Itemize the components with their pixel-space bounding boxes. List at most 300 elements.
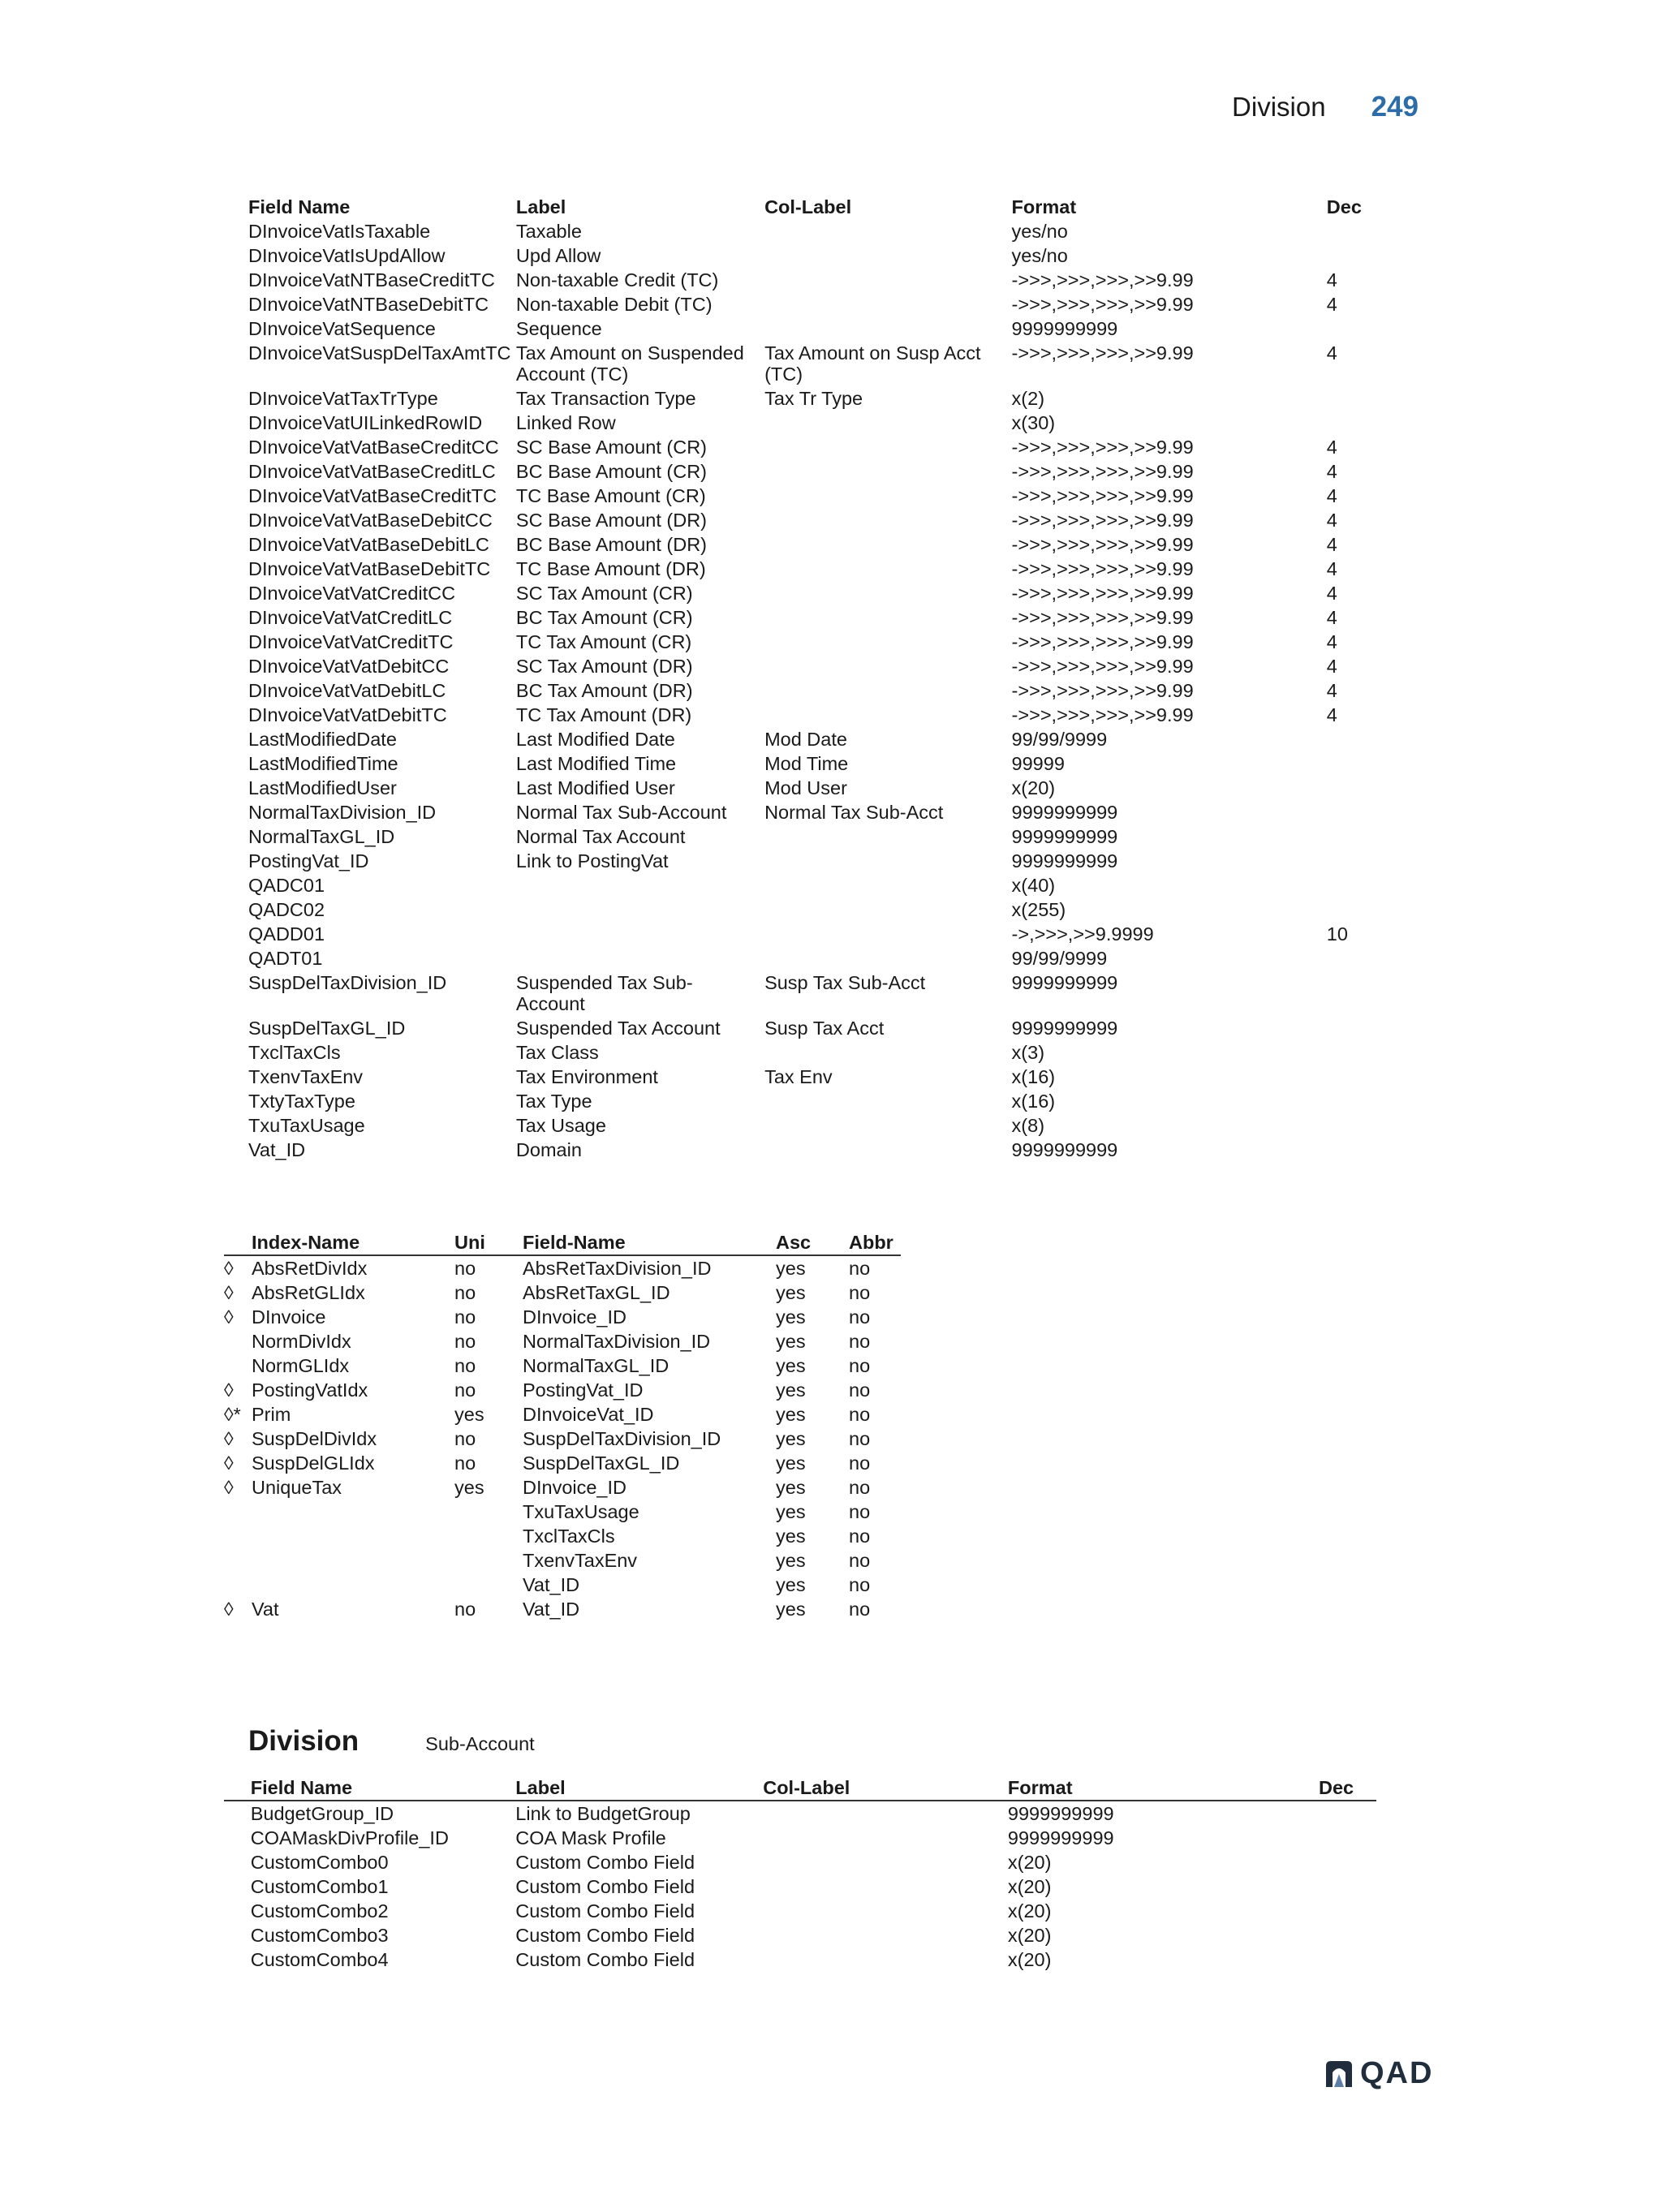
field-name-cell: TxenvTaxEnv <box>523 1550 638 1571</box>
field-name-cell: TxuTaxUsage <box>248 1115 365 1136</box>
abbr-cell: no <box>849 1428 871 1449</box>
field-name-cell: DInvoiceVatVatBaseCreditLC <box>248 461 496 482</box>
index-name-cell: NormGLIdx <box>252 1355 350 1376</box>
table-row <box>224 1874 1376 1899</box>
field-name-cell: LastModifiedTime <box>248 753 398 774</box>
dec-cell <box>1327 970 1384 1016</box>
dec-cell <box>1327 751 1384 776</box>
unique-cell <box>454 1524 523 1548</box>
unique-cell: no <box>454 1355 476 1376</box>
unique-cell: no <box>454 1306 476 1328</box>
table-row <box>248 219 1384 243</box>
page-number: 249 <box>1371 91 1419 123</box>
format-cell: 9999999999 <box>1011 826 1118 847</box>
col-label-cell <box>763 1801 1008 1826</box>
table-row <box>224 1801 1376 1826</box>
table-row <box>248 654 1384 678</box>
field-name-cell: SuspDelTaxDivision_ID <box>523 1428 721 1449</box>
dec-cell <box>1327 1040 1384 1065</box>
label-cell: BC Tax Amount (DR) <box>515 680 693 701</box>
asc-cell: yes <box>776 1574 806 1595</box>
index-marker <box>224 1573 252 1597</box>
label-cell: Link to PostingVat <box>515 850 669 871</box>
table-row <box>248 435 1384 459</box>
abbr-cell: no <box>849 1258 871 1279</box>
unique-cell: no <box>454 1331 476 1352</box>
dec-cell: 4 <box>1326 583 1337 604</box>
index-marker: ◊ <box>224 1258 234 1279</box>
format-cell: x(20) <box>1007 1876 1052 1897</box>
format-cell: x(40) <box>1011 875 1056 896</box>
field-name-cell: DInvoiceVatNTBaseDebitTC <box>248 294 489 315</box>
format-cell: ->>>,>>>,>>>,>>9.99 <box>1011 583 1194 604</box>
index-table <box>224 1230 901 1621</box>
field-name-cell: QADD01 <box>248 923 325 945</box>
table-row <box>248 849 1384 873</box>
dec-cell: 10 <box>1326 923 1348 945</box>
format-cell: yes/no <box>1011 245 1068 266</box>
index-marker <box>224 1353 252 1378</box>
field-name-cell: NormalTaxDivision_ID <box>523 1331 711 1352</box>
col-label-cell <box>764 435 1011 459</box>
col-label-cell <box>764 1138 1011 1162</box>
col-label-cell <box>764 508 1011 532</box>
abbr-cell: no <box>849 1550 871 1571</box>
asc-cell: yes <box>776 1526 806 1547</box>
table-row <box>248 459 1384 484</box>
field-name-cell: DInvoiceVat_ID <box>523 1404 654 1425</box>
dec-cell: 4 <box>1326 680 1337 701</box>
field-name-cell: DInvoiceVatIsUpdAllow <box>248 245 446 266</box>
dec-cell <box>1327 1016 1384 1040</box>
table-row <box>248 703 1384 727</box>
col-label-cell <box>764 581 1011 605</box>
format-cell: 9999999999 <box>1011 802 1118 823</box>
index-marker <box>224 1329 252 1353</box>
unique-cell <box>454 1548 523 1573</box>
table-row <box>248 800 1384 824</box>
col-label-cell <box>763 1899 1008 1923</box>
table-row <box>224 1475 901 1500</box>
field-name-cell: SuspDelTaxGL_ID <box>248 1018 406 1039</box>
format-cell: ->>>,>>>,>>>,>>9.99 <box>1011 461 1194 482</box>
index-name-cell <box>252 1524 454 1548</box>
field-name-cell: DInvoice_ID <box>523 1477 626 1498</box>
label-cell: Custom Combo Field <box>515 1900 695 1922</box>
col-label-cell <box>763 1923 1008 1947</box>
field-name-cell: DInvoiceVatIsTaxable <box>248 221 431 242</box>
table-row <box>248 557 1384 581</box>
field-table-header-row <box>248 195 1384 219</box>
abbr-cell: no <box>849 1404 871 1425</box>
index-name-cell <box>252 1573 454 1597</box>
label-cell: Last Modified User <box>515 777 675 798</box>
column-header: Format <box>1007 1777 1073 1798</box>
index-marker <box>224 1548 252 1573</box>
field-name-cell: DInvoice_ID <box>523 1306 626 1328</box>
label-cell: Domain <box>515 1139 582 1160</box>
spacer-cell <box>224 1923 251 1947</box>
label-cell: Upd Allow <box>515 245 601 266</box>
dec-cell <box>1327 1113 1384 1138</box>
asc-cell: yes <box>776 1452 806 1474</box>
col-label-cell: Susp Tax Sub-Acct <box>764 972 926 993</box>
col-label-cell <box>764 484 1011 508</box>
field-name-cell: DInvoiceVatVatDebitCC <box>248 656 450 677</box>
table-row <box>224 1427 901 1451</box>
spacer-cell <box>224 1826 251 1850</box>
field-name-cell: LastModifiedDate <box>248 729 397 750</box>
col-label-cell: Tax Amount on Susp Acct (TC) <box>764 342 981 385</box>
dec-cell: 4 <box>1326 704 1337 725</box>
dec-cell <box>1327 1089 1384 1113</box>
label-cell <box>516 922 764 946</box>
abbr-cell: no <box>849 1379 871 1401</box>
dec-cell <box>1327 873 1384 897</box>
col-label-cell <box>764 922 1011 946</box>
column-header: Uni <box>454 1232 485 1253</box>
unique-cell <box>454 1500 523 1524</box>
format-cell: 9999999999 <box>1011 1139 1118 1160</box>
col-label-cell <box>764 605 1011 630</box>
field-name-cell: TxuTaxUsage <box>523 1501 639 1522</box>
abbr-cell: no <box>849 1574 871 1595</box>
label-cell: TC Tax Amount (DR) <box>515 704 692 725</box>
column-header: Label <box>515 196 566 217</box>
format-cell: 9999999999 <box>1011 318 1118 339</box>
dec-cell: 4 <box>1326 269 1337 290</box>
table-row <box>224 1524 901 1548</box>
column-header: Abbr <box>849 1232 893 1253</box>
table-row <box>224 1548 901 1573</box>
label-cell <box>516 873 764 897</box>
field-name-cell: NormalTaxGL_ID <box>248 826 395 847</box>
table-row <box>248 268 1384 292</box>
format-cell: ->>>,>>>,>>>,>>9.99 <box>1011 342 1194 364</box>
field-name-cell: AbsRetTaxGL_ID <box>523 1282 670 1303</box>
column-header: Field Name <box>248 196 351 217</box>
label-cell: Custom Combo Field <box>515 1949 695 1970</box>
table-row <box>224 1353 901 1378</box>
unique-cell: no <box>454 1428 476 1449</box>
label-cell: COA Mask Profile <box>515 1827 666 1848</box>
table-row <box>224 1378 901 1402</box>
format-cell: ->>>,>>>,>>>,>>9.99 <box>1011 631 1194 652</box>
table-row <box>224 1255 901 1280</box>
label-cell: BC Base Amount (CR) <box>515 461 707 482</box>
label-cell: BC Tax Amount (CR) <box>515 607 693 628</box>
index-marker: ◊ <box>224 1306 234 1328</box>
field-name-cell: SuspDelTaxDivision_ID <box>248 972 447 993</box>
asc-cell: yes <box>776 1477 806 1498</box>
field-name-cell: CustomCombo4 <box>250 1949 389 1970</box>
label-cell: Suspended Tax Sub-Account <box>515 972 693 1014</box>
col-label-cell <box>764 873 1011 897</box>
index-marker <box>224 1524 252 1548</box>
col-label-cell <box>763 1826 1008 1850</box>
abbr-cell: no <box>849 1282 871 1303</box>
dec-cell <box>1327 727 1384 751</box>
field-name-cell: DInvoiceVatVatCreditTC <box>248 631 454 652</box>
col-label-cell <box>764 824 1011 849</box>
spacer-cell <box>224 1899 251 1923</box>
dec-cell <box>1327 1138 1384 1162</box>
col-label-cell <box>764 459 1011 484</box>
col-label-cell <box>764 678 1011 703</box>
dec-cell: 4 <box>1326 342 1337 364</box>
page-header <box>1232 91 1419 123</box>
field-name-cell: DInvoiceVatSequence <box>248 318 436 339</box>
label-cell: Tax Type <box>515 1091 592 1112</box>
dec-cell <box>1327 411 1384 435</box>
format-cell: x(20) <box>1007 1852 1052 1873</box>
index-name-cell: NormDivIdx <box>252 1331 351 1352</box>
format-cell: 99/99/9999 <box>1011 729 1108 750</box>
format-cell: x(20) <box>1007 1900 1052 1922</box>
table-row <box>248 581 1384 605</box>
format-cell: x(3) <box>1011 1042 1045 1063</box>
format-cell: 99/99/9999 <box>1011 948 1108 969</box>
dec-cell: 4 <box>1326 656 1337 677</box>
field-name-cell: DInvoiceVatSuspDelTaxAmtTC <box>248 342 511 364</box>
qad-logo-icon <box>1323 2059 1355 2089</box>
label-cell: Tax Amount on Suspended Account (TC) <box>515 342 744 385</box>
table-row <box>224 1573 901 1597</box>
label-cell: Custom Combo Field <box>515 1876 695 1897</box>
index-marker: ◊ <box>224 1599 234 1620</box>
label-cell: TC Base Amount (CR) <box>515 485 706 506</box>
table-row <box>248 532 1384 557</box>
index-marker <box>224 1500 252 1524</box>
table-row <box>248 1089 1384 1113</box>
index-name-cell: SuspDelDivIdx <box>252 1428 377 1449</box>
abbr-cell: no <box>849 1599 871 1620</box>
section-heading <box>248 1725 535 1758</box>
label-cell: Normal Tax Sub-Account <box>515 802 727 823</box>
table-row <box>248 630 1384 654</box>
field-name-cell: TxtyTaxType <box>248 1091 355 1112</box>
abbr-cell: no <box>849 1452 871 1474</box>
asc-cell: yes <box>776 1306 806 1328</box>
table-row <box>224 1402 901 1427</box>
field-name-cell: DInvoiceVatVatBaseDebitLC <box>248 534 489 555</box>
col-label-cell <box>764 557 1011 581</box>
spacer-cell <box>224 1775 251 1801</box>
index-name-cell <box>252 1500 454 1524</box>
column-header: Dec <box>1319 1777 1354 1798</box>
label-cell: Suspended Tax Account <box>515 1018 721 1039</box>
field-name-cell: NormalTaxDivision_ID <box>248 802 437 823</box>
index-marker: ◊ <box>224 1477 234 1498</box>
field-name-cell: DInvoiceVatVatBaseDebitTC <box>248 558 491 579</box>
format-cell: 9999999999 <box>1011 1018 1118 1039</box>
format-cell: 99999 <box>1011 753 1065 774</box>
logo-text: QAD <box>1360 2056 1434 2090</box>
dec-cell <box>1327 824 1384 849</box>
index-marker: ◊ <box>224 1428 234 1449</box>
field-name-cell: NormalTaxGL_ID <box>523 1355 670 1376</box>
field-name-cell: Vat_ID <box>523 1599 580 1620</box>
format-cell: ->>>,>>>,>>>,>>9.99 <box>1011 656 1194 677</box>
table-row <box>224 1305 901 1329</box>
field-name-cell: DInvoiceVatVatBaseCreditCC <box>248 437 499 458</box>
abbr-cell: no <box>849 1526 871 1547</box>
unique-cell: no <box>454 1282 476 1303</box>
index-name-cell: Prim <box>252 1404 291 1425</box>
field-name-cell: CustomCombo3 <box>250 1925 389 1946</box>
asc-cell: yes <box>776 1550 806 1571</box>
dec-cell <box>1327 219 1384 243</box>
field-name-cell: DInvoiceVatTaxTrType <box>248 388 438 409</box>
label-cell: Link to BudgetGroup <box>515 1803 691 1824</box>
asc-cell: yes <box>776 1404 806 1425</box>
table-row <box>248 1065 1384 1089</box>
column-header: Col-Label <box>764 196 852 217</box>
index-name-cell: AbsRetDivIdx <box>252 1258 368 1279</box>
label-cell <box>516 897 764 922</box>
unique-cell: no <box>454 1379 476 1401</box>
col-label-cell <box>764 1089 1011 1113</box>
col-label-cell <box>764 654 1011 678</box>
table-row <box>248 1138 1384 1162</box>
field-name-cell: DInvoiceVatVatCreditLC <box>248 607 453 628</box>
field-name-cell: DInvoiceVatNTBaseCreditTC <box>248 269 495 290</box>
unique-cell: no <box>454 1599 476 1620</box>
table-row <box>248 484 1384 508</box>
col-label-cell <box>763 1874 1008 1899</box>
label-cell: SC Base Amount (DR) <box>515 510 707 531</box>
format-cell: ->>>,>>>,>>>,>>9.99 <box>1011 269 1194 290</box>
col-label-cell: Susp Tax Acct <box>764 1018 885 1039</box>
abbr-cell: no <box>849 1355 871 1376</box>
index-name-cell: DInvoice <box>252 1306 326 1328</box>
index-name-cell: SuspDelGLIdx <box>252 1452 375 1474</box>
table-row <box>248 922 1384 946</box>
table-row <box>224 1923 1376 1947</box>
index-name-cell: AbsRetGLIdx <box>252 1282 365 1303</box>
field-name-cell: DInvoiceVatVatCreditCC <box>248 583 456 604</box>
table-row <box>248 605 1384 630</box>
table-row <box>248 678 1384 703</box>
field-name-cell: DInvoiceVatUILinkedRowID <box>248 412 483 433</box>
table-row <box>224 1329 901 1353</box>
label-cell: Normal Tax Account <box>515 826 686 847</box>
field-name-cell: CustomCombo0 <box>250 1852 389 1873</box>
format-cell: x(16) <box>1011 1091 1056 1112</box>
field-name-cell: QADC01 <box>248 875 325 896</box>
unique-cell: no <box>454 1452 476 1474</box>
dec-cell <box>1319 1947 1376 1972</box>
label-cell: TC Base Amount (DR) <box>515 558 706 579</box>
label-cell: Custom Combo Field <box>515 1852 695 1873</box>
table-row <box>248 824 1384 849</box>
column-header: Field Name <box>250 1777 353 1798</box>
qad-logo <box>1323 2056 1433 2091</box>
dec-cell <box>1327 800 1384 824</box>
format-cell: x(30) <box>1011 412 1056 433</box>
table-row <box>224 1597 901 1621</box>
field-name-cell: Vat_ID <box>523 1574 580 1595</box>
field-name-cell: CustomCombo2 <box>250 1900 389 1922</box>
field-table-division <box>224 1775 1376 1972</box>
table-row <box>224 1947 1376 1972</box>
format-cell: 9999999999 <box>1011 972 1118 993</box>
dec-cell: 4 <box>1326 558 1337 579</box>
field-table-dinvoicevat <box>248 195 1384 1162</box>
dec-cell <box>1327 316 1384 341</box>
col-label-cell: Mod Date <box>764 729 847 750</box>
field-name-cell: TxenvTaxEnv <box>248 1066 364 1087</box>
format-cell: ->>>,>>>,>>>,>>9.99 <box>1011 294 1194 315</box>
format-cell: x(255) <box>1011 899 1066 920</box>
field-table-header-row <box>224 1775 1376 1801</box>
index-marker: ◊ <box>224 1282 234 1303</box>
column-header: Dec <box>1326 196 1362 217</box>
label-cell: Tax Transaction Type <box>515 388 696 409</box>
format-cell: 9999999999 <box>1007 1803 1114 1824</box>
index-marker: ◊* <box>224 1404 241 1425</box>
label-cell: Tax Environment <box>515 1066 658 1087</box>
label-cell: Sequence <box>515 318 602 339</box>
label-cell: Non-taxable Debit (TC) <box>515 294 713 315</box>
table-row <box>248 1016 1384 1040</box>
dec-cell <box>1319 1801 1376 1826</box>
abbr-cell: no <box>849 1306 871 1328</box>
table-row <box>248 727 1384 751</box>
column-header: Col-Label <box>763 1777 850 1798</box>
index-name-cell: UniqueTax <box>252 1477 342 1498</box>
spacer-cell <box>224 1874 251 1899</box>
table-row <box>248 751 1384 776</box>
format-cell: x(8) <box>1011 1115 1045 1136</box>
table-row <box>248 1113 1384 1138</box>
index-marker: ◊ <box>224 1379 234 1401</box>
col-label-cell <box>764 1113 1011 1138</box>
format-cell: ->>>,>>>,>>>,>>9.99 <box>1011 704 1194 725</box>
col-label-cell <box>764 849 1011 873</box>
field-name-cell: DInvoiceVatVatBaseCreditTC <box>248 485 497 506</box>
col-label-cell: Normal Tax Sub-Acct <box>764 802 944 823</box>
field-name-cell: QADT01 <box>248 948 323 969</box>
spacer-cell <box>224 1801 251 1826</box>
table-row <box>248 386 1384 411</box>
label-cell: Last Modified Time <box>515 753 677 774</box>
unique-cell: yes <box>454 1477 484 1498</box>
unique-cell: no <box>454 1258 476 1279</box>
dec-cell <box>1319 1899 1376 1923</box>
label-cell: BC Base Amount (DR) <box>515 534 707 555</box>
abbr-cell: no <box>849 1331 871 1352</box>
dec-cell <box>1327 946 1384 970</box>
table-row <box>248 873 1384 897</box>
field-name-cell: DInvoiceVatVatDebitLC <box>248 680 446 701</box>
unique-cell <box>454 1573 523 1597</box>
table-row <box>248 776 1384 800</box>
asc-cell: yes <box>776 1258 806 1279</box>
col-label-cell: Mod Time <box>764 753 849 774</box>
field-name-cell: QADC02 <box>248 899 325 920</box>
dec-cell <box>1327 243 1384 268</box>
field-name-cell: LastModifiedUser <box>248 777 397 798</box>
field-name-cell: DInvoiceVatVatDebitTC <box>248 704 447 725</box>
table-row <box>248 243 1384 268</box>
table-row <box>248 316 1384 341</box>
format-cell: 9999999999 <box>1007 1827 1114 1848</box>
table-row <box>248 508 1384 532</box>
format-cell: ->>>,>>>,>>>,>>9.99 <box>1011 485 1194 506</box>
col-label-cell: Tax Tr Type <box>764 388 863 409</box>
asc-cell: yes <box>776 1331 806 1352</box>
